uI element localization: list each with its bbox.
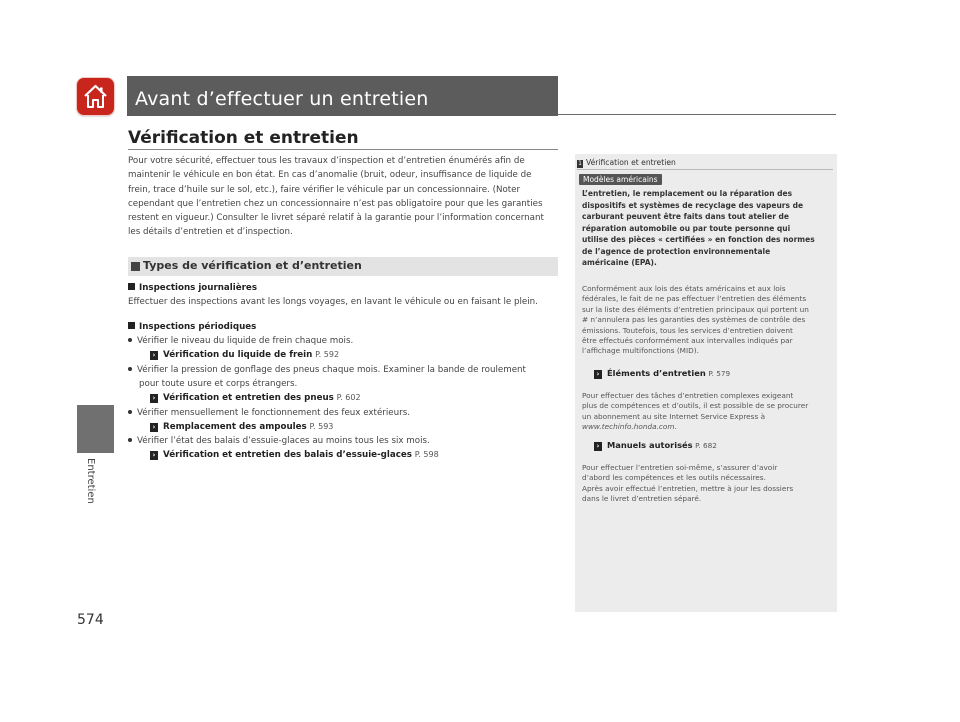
list-item: Vérifier la pression de gonflage des pneus chaque mois. Examiner la bande de roulement (128, 365, 526, 375)
chapter-tab-label: Entretien (85, 458, 96, 504)
sidebar-paragraph: Pour effectuer l’entretien soi-même, s’assurer d’avoir d’abord les compétences et les outils nécessaires. Après avoir effectué l’entretien, mettre à jour les dossiers dans le livret d’entretien séparé. (582, 463, 794, 504)
sidebar-rule (577, 169, 833, 170)
section-title: Vérification et entretien (128, 128, 359, 148)
list-item: Vérifier mensuellement le fonctionnement des feux extérieurs. (128, 408, 410, 418)
list-item-continuation: pour toute usure et corps étrangers. (139, 379, 298, 389)
cross-reference-link[interactable]: › Vérification et entretien des balais d’essuie-glaces P. 598 (150, 450, 439, 460)
types-heading: Types de vérification et d’entretien (143, 259, 362, 272)
chapter-tab[interactable] (77, 405, 114, 453)
types-subheader (128, 257, 558, 276)
cross-reference-link[interactable]: › Remplacement des ampoules P. 593 (150, 422, 333, 432)
sidebar-bold-paragraph: L’entretien, le remplacement ou la réparation des dispositifs et systèmes de recyclage des vapeurs de carburant peuvent être faits dans tout atelier de réparation automobile ou par toute personne qui utilise des pièces « certifiées » en fonction des normes de l’agence de protection environnementale américaine (EPA). (582, 189, 815, 267)
page-number: 574 (77, 612, 104, 628)
section-rule (128, 149, 558, 150)
cross-reference-link[interactable]: › Vérification du liquide de frein P. 592 (150, 350, 339, 360)
bullet-icon (128, 410, 132, 414)
square-bullet-icon (131, 262, 140, 271)
reference-arrow-icon: › (594, 442, 602, 451)
reference-arrow-icon: › (150, 423, 158, 432)
list-item: Vérifier l’état des balais d’essuie-glaces au moins tous les six mois. (128, 436, 430, 446)
website-link[interactable]: www.techinfo.honda.com (582, 422, 675, 432)
list-item: Vérifier le niveau du liquide de frein chaque mois. (128, 336, 353, 346)
cross-reference-link[interactable]: › Vérification et entretien des pneus P. 602 (150, 393, 361, 403)
square-bullet-icon (128, 283, 135, 290)
header-rule (558, 114, 836, 115)
reference-arrow-icon: › (150, 451, 158, 460)
reference-arrow-icon: › (594, 370, 602, 379)
bullet-icon (128, 367, 132, 371)
daily-inspections-title: Inspections journalières (128, 283, 257, 293)
sidebar-heading: 1 Vérification et entretien (578, 158, 676, 167)
sidebar-cross-reference[interactable]: › Éléments d’entretien P. 579 (594, 368, 730, 379)
home-icon[interactable] (77, 78, 114, 115)
daily-inspections-text: Effectuer des inspections avant les longs voyages, en lavant le véhicule ou en faisant le plein. (128, 297, 538, 307)
intro-paragraph: Pour votre sécurité, effectuer tous les travaux d’inspection et d’entretien énumérés afin de maintenir le véhicule en bon état. En cas d’anomalie (bruit, odeur, insuffisance de liquide de frein, trace d’huile sur le sol, etc.), faire vérifier le véhicule par un concessionnaire. (Noter cependant que l’entretien chez un concessionnaire n’est pas obligatoire pour que les garanties restent en vigueur.) Consulter le livret séparé relatif à la garantie pour l’information concernant les détails d’entretien et d’inspection. (128, 156, 544, 238)
chapter-title: Avant d’effectuer un entretien (135, 88, 429, 110)
model-badge: Modèles américains (579, 174, 662, 185)
reference-arrow-icon: › (150, 394, 158, 403)
square-bullet-icon (128, 322, 135, 329)
reference-arrow-icon: › (150, 351, 158, 360)
sidebar-cross-reference[interactable]: › Manuels autorisés P. 682 (594, 440, 717, 451)
bullet-icon (128, 438, 132, 442)
sidebar-paragraph: Pour effectuer des tâches d’entretien complexes exigeant plus de compétences et d’outils, il est possible de se procurer un abonnement au site Internet Service Express à www.techinfo.honda.com. (582, 391, 809, 432)
bullet-icon (128, 338, 132, 342)
periodic-inspections-title: Inspections périodiques (128, 322, 256, 332)
sidebar-paragraph: Conformément aux lois des états américains et aux lois fédérales, le fait de ne pas effectuer l’entretien des éléments sur la liste des éléments d’entretien principaux qui portent un # n’annulera pas les garanties des systèmes de contrôle des émissions. Toutefois, tous les services d’entretien doivent être effectués conformément aux intervalles indiqués par l’affichage multifonctions (MID). (582, 284, 809, 356)
